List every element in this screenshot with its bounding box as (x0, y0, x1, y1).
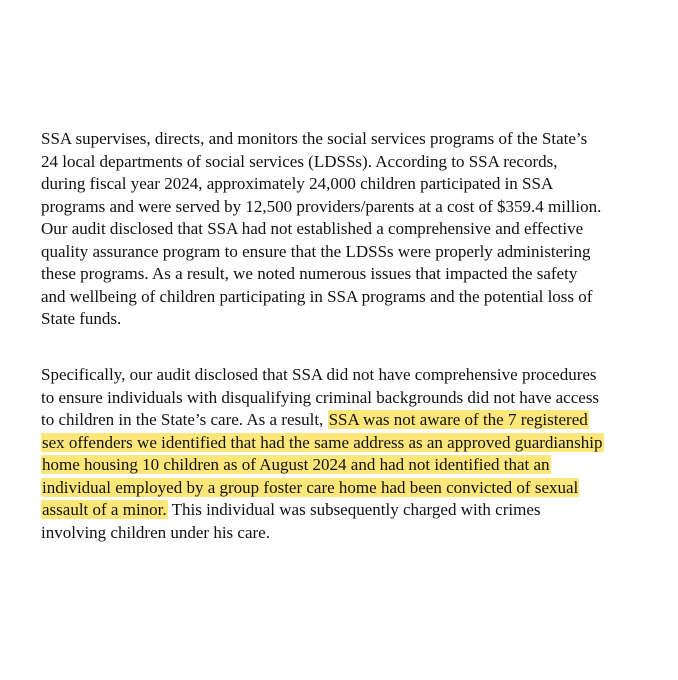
paragraph-line: Our audit disclosed that SSA had not established a comprehensive and effective (41, 219, 584, 238)
paragraph-line: programs and were served by 12,500 providers/parents at a cost of $359.4 million. (41, 196, 602, 216)
highlighted-text: individual employed by a group foster care home had been convicted of sexual (42, 477, 579, 497)
paragraph-line (41, 432, 604, 455)
plain-text: to children in the State’s care. As a result, (41, 410, 328, 429)
paragraph-line: State funds. (41, 309, 122, 328)
paragraph-line: Specifically, our audit disclosed that SSA did not have comprehensive procedures (41, 365, 597, 384)
paragraph-line: involving children under his care. (41, 522, 270, 542)
paragraph-line (41, 499, 604, 522)
paragraph-line: 24 local departments of social services (LDSSs). According to SSA records, (41, 151, 558, 171)
highlighted-text: sex offenders we identified that had the same address as an approved guardianship (42, 432, 603, 452)
plain-text: This individual was subsequently charged with crimes (167, 500, 541, 519)
paragraph-line: and wellbeing of children participating in SSA programs and the potential loss of (41, 286, 593, 306)
highlighted-text: home housing 10 children as of August 2024 and had not identified that an (42, 455, 550, 474)
paragraph-findings (41, 364, 604, 544)
paragraph-line: these programs. As a result, we noted numerous issues that impacted the safety (41, 264, 578, 283)
paragraph-line: SSA supervises, directs, and monitors the social services programs of the State’s (41, 129, 588, 148)
paragraph-overview (41, 128, 601, 331)
paragraph-line (41, 409, 604, 432)
paragraph-line: quality assurance program to ensure that the LDSSs were properly administering (41, 241, 591, 261)
highlighted-text: SSA was not aware of the 7 registered (328, 410, 588, 429)
paragraph-line (41, 454, 604, 477)
paragraph-line (41, 477, 604, 500)
paragraph-line: to ensure individuals with disqualifying criminal backgrounds did not have access (41, 387, 600, 407)
paragraph-line: during fiscal year 2024, approximately 24,000 children participated in SSA (41, 174, 554, 193)
highlighted-text: assault of a minor. (42, 500, 167, 519)
